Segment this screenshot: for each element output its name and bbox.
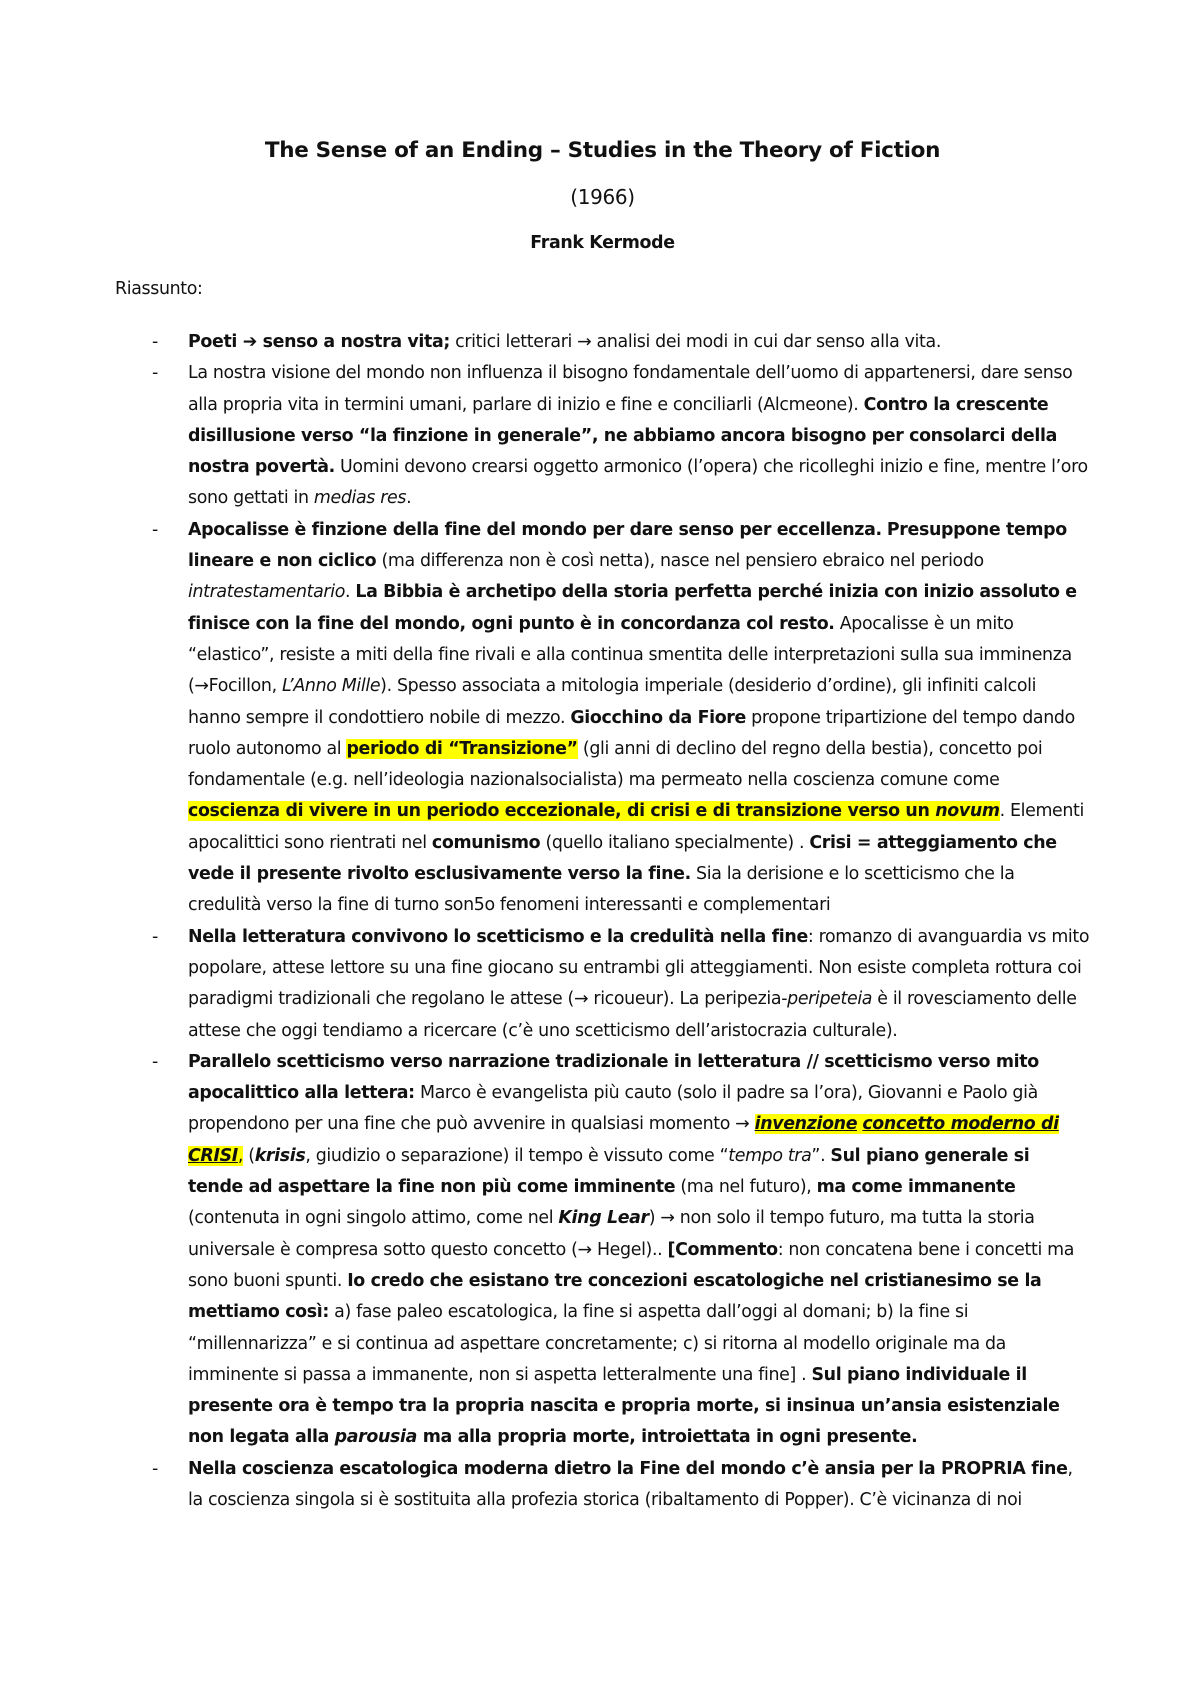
author-name: Frank Kermode bbox=[530, 233, 675, 253]
text-segment: Contro la crescente disillusione verso “la finzione in generale”, ne abbiamo ancora bisogno per consolarci della nostra povertà. bbox=[188, 394, 1057, 478]
list-item bbox=[115, 1047, 1090, 1454]
text-segment: concetto moderno di CRISI bbox=[188, 1114, 1059, 1166]
text-segment: (ma differenza non è così netta), nasce nel pensiero ebraico nel periodo bbox=[376, 551, 984, 572]
text-segment: a) fase paleo escatologica, la fine si aspetta dall’oggi al domani; b) la fine si “millennarizza” e si continua ad aspettare concretamente; c) si ritorna al modello originale ma da imminente si passa a immanente, non si aspetta letteralmente una fine] . bbox=[188, 1302, 1006, 1385]
text-segment: . bbox=[345, 582, 356, 603]
list-item bbox=[115, 358, 1090, 514]
text-segment: Presuppone tempo lineare e non ciclico bbox=[188, 519, 1067, 572]
text-segment: comunismo bbox=[431, 832, 541, 853]
document-title: The Sense of an Ending – Studies in the Theory of Fiction bbox=[264, 138, 941, 163]
list-item bbox=[115, 515, 1090, 922]
text-segment: è il rovesciamento delle attese che oggi tendiamo a ricercare (c’è uno scetticismo dell’aristocrazia culturale). bbox=[188, 989, 1077, 1041]
text-segment: La Bibbia è archetipo della storia perfetta perché inizia con inizio assoluto e finisce con la fine del mondo, ogni punto è in concordanza col resto. bbox=[188, 582, 1077, 634]
text-segment: . Elementi apocalittici sono rientrati nel bbox=[188, 801, 1085, 853]
bullet-dash: - bbox=[152, 926, 158, 947]
text-segment: Io credo che esistano tre concezioni escatologiche nel cristianesimo se la mettiamo così: bbox=[188, 1270, 1042, 1323]
list-item bbox=[115, 1454, 1090, 1517]
text-segment: Parallelo scetticismo verso narrazione tradizionale in letteratura // scetticismo verso mito apocalittico alla lettera: bbox=[188, 1051, 1039, 1104]
text-segment: novum bbox=[935, 801, 1000, 822]
text-segment: ma come immanente bbox=[816, 1177, 1016, 1198]
bullet-dash: - bbox=[152, 519, 158, 540]
list-item bbox=[115, 922, 1090, 1047]
text-segment: krisis bbox=[254, 1145, 306, 1166]
bullet-dash: - bbox=[152, 1458, 158, 1479]
text-segment: [Commento bbox=[667, 1239, 778, 1260]
text-segment: coscienza di vivere in un periodo eccezionale, di crisi e di transizione verso un bbox=[188, 801, 936, 822]
text-segment: medias res bbox=[313, 488, 407, 509]
bullet-dash: - bbox=[152, 363, 158, 384]
text-segment: (quello italiano specialmente) . bbox=[540, 832, 810, 853]
text-segment: : non concatena bene i concetti ma sono buoni spunti. bbox=[188, 1239, 1074, 1291]
text-segment: parousia bbox=[334, 1427, 417, 1448]
text-segment: , giudizio o separazione) il tempo è vissuto come “ bbox=[305, 1145, 729, 1166]
text-segment: Marco è evangelista più cauto (solo il padre sa l’ora), Giovanni e Paolo già propendono per una fine che può avvenire in qualsiasi momento → bbox=[188, 1083, 1038, 1135]
text-segment: periodo di “Transizione” bbox=[346, 738, 578, 759]
text-segment: invenzione bbox=[754, 1114, 858, 1135]
text-segment: , la coscienza singola si è sostituita alla profezia storica (ribaltamento di Popper). C’è vicinanza di noi bbox=[188, 1458, 1073, 1510]
text-segment: Sul piano individuale il presente ora è tempo tra la propria nascita e propria morte, si insinua un’ansia esistenziale non legata alla bbox=[188, 1364, 1060, 1448]
list-item bbox=[115, 327, 1090, 358]
text-segment: ) → non solo il tempo futuro, ma tutta la storia universale è compresa sotto questo concetto (→ Hegel).. bbox=[188, 1208, 1035, 1260]
text-segment: (ma nel futuro), bbox=[675, 1177, 817, 1198]
text-segment: peripeteia bbox=[787, 989, 873, 1010]
text-segment: Apocalisse è finzione della fine del mondo per dare senso per eccellenza. bbox=[188, 519, 882, 540]
text-segment: . bbox=[406, 488, 412, 509]
text-segment: Sia la derisione e lo scetticismo che la credulità verso la fine di turno son5o fenomeni interessanti e complementari bbox=[188, 864, 1015, 916]
section-heading: Riassunto: bbox=[115, 279, 203, 299]
text-segment: Poeti ➔ senso a nostra vita; bbox=[188, 332, 450, 352]
text-segment: La nostra visione del mondo non influenza il bisogno fondamentale dell’uomo di appartenersi, dare senso alla propria vita in termini umani, parlare di inizio e fine e conciliarli (Alcmeone). bbox=[188, 363, 1073, 415]
text-segment: tempo tra bbox=[728, 1145, 812, 1166]
bullet-dash: - bbox=[152, 332, 158, 352]
text-segment: (gli anni di declino del regno della bestia), concetto poi fondamentale (e.g. nell’ideologia nazionalsocialista) ma permeato nella coscienza comune come bbox=[188, 738, 1043, 791]
text-segment: Crisi = atteggiamento che vede il presente rivolto esclusivamente verso la fine. bbox=[188, 832, 1057, 885]
text-segment: L’Anno Mille bbox=[281, 676, 381, 697]
text-segment: ma alla propria morte, introiettata in ogni presente. bbox=[417, 1427, 918, 1448]
text-segment: Giocchino da Fiore bbox=[570, 707, 746, 728]
text-segment: Nella coscienza escatologica moderna dietro la Fine del mondo c’è ansia per la PROPRIA fine bbox=[188, 1458, 1068, 1479]
bullet-dash: - bbox=[152, 1051, 158, 1072]
publication-year: (1966) bbox=[570, 185, 635, 209]
summary-list bbox=[115, 327, 1090, 1516]
text-segment: : romanzo di avanguardia vs mito popolare, attese lettore su una fine giocano su entrambi gli atteggiamenti. Non esiste completa rottura coi paradigmi tradizionali che regolano le attese (→ ricoueur). La peripezia- bbox=[188, 926, 1090, 1010]
text-segment: King Lear bbox=[558, 1208, 649, 1229]
text-segment: intratestamentario bbox=[188, 582, 345, 603]
text-segment: Apocalisse è un mito “elastico”, resiste a miti della fine rivali e alla continua smentita delle interpretazioni sulla sua imminenza (→Focillon, bbox=[188, 613, 1072, 697]
text-segment: Nella letteratura convivono lo scetticismo e la credulità nella fine bbox=[188, 926, 808, 947]
text-segment: ). Spesso associata a mitologia imperiale (desiderio d’ordine), gli infiniti calcoli hanno sempre il condottiero nobile di mezzo. bbox=[188, 676, 1037, 728]
text-segment: Uomini devono crearsi oggetto armonico (l’opera) che ricolleghi inizio e fine, mentre l’oro sono gettati in bbox=[188, 457, 1088, 509]
text-segment: propone tripartizione del tempo dando ruolo autonomo al bbox=[188, 707, 1075, 759]
text-segment: ”. bbox=[811, 1145, 831, 1166]
text-segment: critici letterari → analisi dei modi in cui dar senso alla vita. bbox=[449, 332, 941, 352]
text-segment: , bbox=[237, 1145, 244, 1166]
text-segment: ( bbox=[243, 1145, 255, 1166]
text-segment: (contenuta in ogni singolo attimo, come nel bbox=[188, 1208, 559, 1229]
text-segment: Sul piano generale si tende ad aspettare la fine non più come imminente bbox=[188, 1145, 1030, 1198]
